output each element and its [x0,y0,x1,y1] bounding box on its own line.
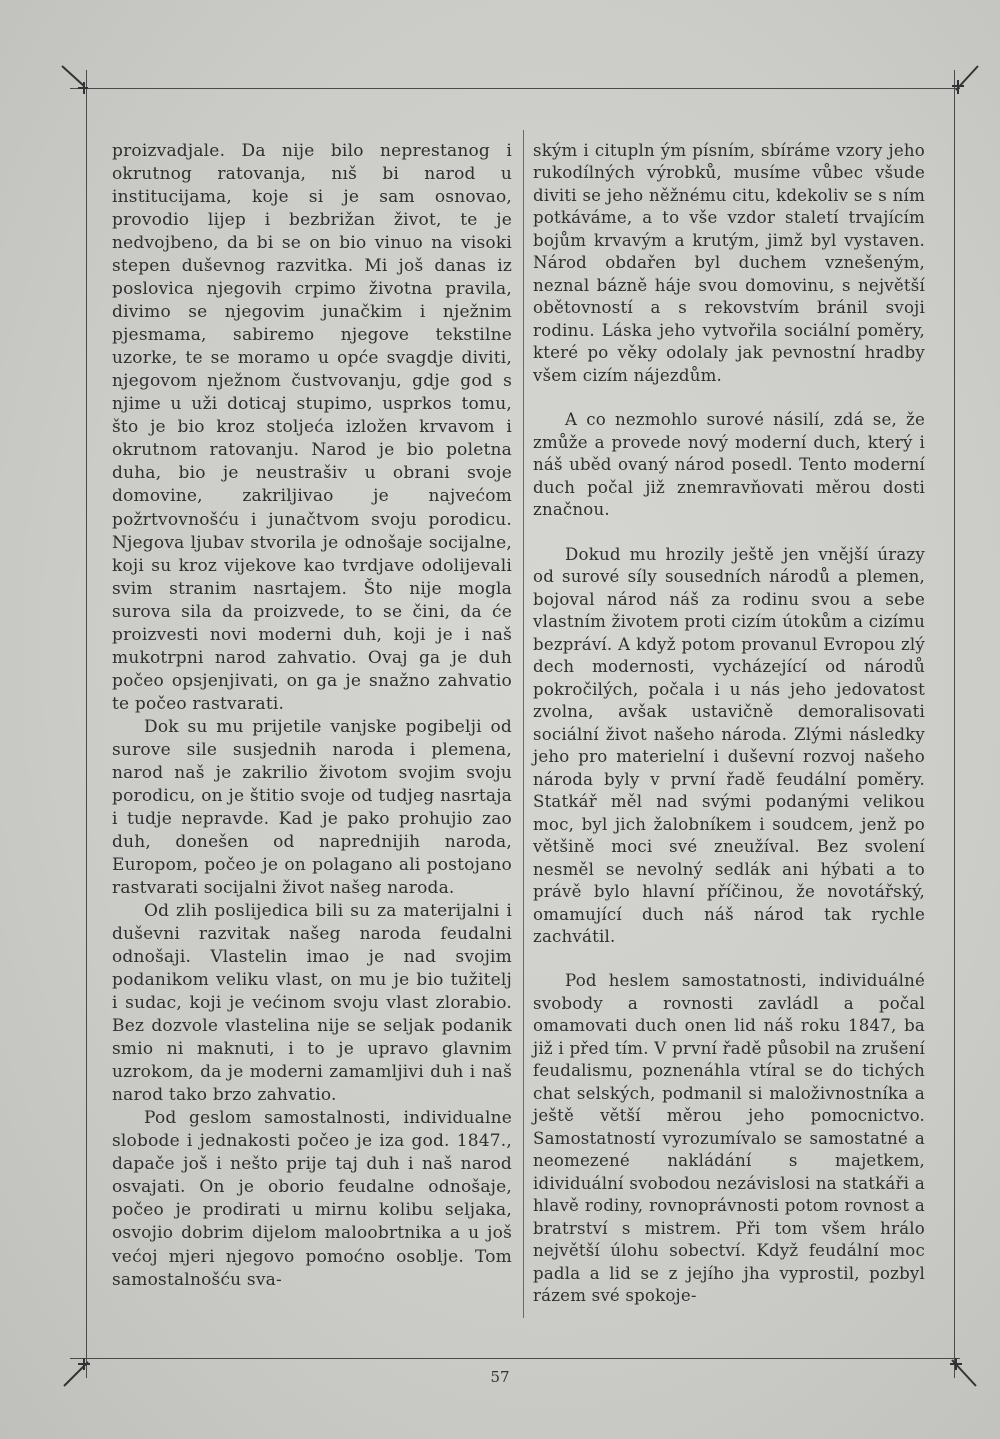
frame-left-line [86,70,87,1378]
right-paragraph-2: A co nezmohlo surové násilí, zdá se, že zmůže a provede nový moderní duch, který i náš uběd ovaný národ posedl. Tento moderní duch počal již znemravňovati měrou dosti značnou. [533,410,925,520]
right-paragraph-4: Pod heslem samostatnosti, individuálné svobody a rovnosti zavládl a počal omamovati duch onen lid náš roku 1847, ba již i před tím. V první řadě působil na zrušení feudalismu, poznenáhla vtíral se do tichých chat selských, podmanil si maloživnostníka a ještě větší měrou jeho pomocnictvo. Samostatností vyrozumívalo se samostatné a neomezené nakládání s majetkem, idividuální svobodou nezávislosi na statkáři a hlavě rodiny, rovnoprávnosti potom rovnost a bratrství s mistrem. Při tom všem hrálo největší úlohu sobectví. Když feudální moc padla a lid se z jejího jha vyprostil, pozbyl rázem své spokoje- [533,971,925,1306]
right-column [533,140,925,1308]
right-paragraph-1: ským i citupln ým písním, sbíráme vzory jeho rukodílných výrobků, musíme vůbec všude diviti se jeho něžnému citu, kdekoliv se s ním potkáváme, a to vše vzdor staletí trvajícím bojům krvavým a krutým, jimž byl vystaven. Národ obdařen byl duchem vznešeným, neznal bázně háje svou domovinu, s největší obětovností a s rekovstvím bránil svoji rodinu. Láska jeho vytvořila sociální poměry, které po věky odolaly jak pevnostní hradby všem cizím nájezdům. [533,141,925,385]
right-paragraph-3: Dokud mu hrozily ještě jen vnější úrazy od surové síly sousedních národů a plemen, bojoval národ náš za rodinu svou a sebe vlastním životem proti cizím útokům a cizímu bezpráví. A když potom provanul Evropou zlý dech modernosti, vycházející od národů pokročilých, počala i u nás jeho jedovatost zvolna, avšak ustavičně demoralisovati sociální život našeho národa. Zlými následky jeho pro materielní i duševní rozvoj našeho národa byly v první řadě feudální poměry. Statkář měl nad svými podanými velikou moc, byl jich žalobníkem i soudcem, jenž po většině moci své zneužíval. Bez svolení nesměl se nevolný sedlák ani hýbati a to právě bylo hlavní příčinou, že novotářský, omamující duch náš národ tak rychle zachvátil. [533,544,925,946]
left-paragraph-4: Pod geslom samostalnosti, individualne slobode i jednakosti počeo je iza god. 1847., dapače još i nešto prije taj duh i naš narod osvajati. On je oborio feudalne odnošaje, počeo je prodirati u mirnu kolibu seljaka, osvojio dobrim dijelom maloobrtnika a u još većoj mjeri njegovo pomoćno osoblje. Tom samostalnošću sva- [112,1108,512,1290]
corner-mark-top-left-icon [58,60,98,100]
left-paragraph-1: proizvadjale. Da nije bilo neprestanog i okrutnog ratovanja, nıš bi narod u institucijama, koje si je sam osnovao, provodio lijep i bezbrižan život, te je nedvojbeno, da bi se on bio vinuo na visoki stepen duševnog razvitka. Mi još danas iz poslovica njegovih crpimo životna pravila, divimo se njegovim junačkim i nježnim pjesmama, sabiremo njegove tekstilne uzorke, te se moramo u opće svagdje diviti, njegovom nježnom čustvovanju, gdje god s njime u uži doticaj stupimo, usprkos tomu, što je bio kroz stoljeća izložen krvavom i okrutnom ratovanju. Narod je bio poletna duha, bio je neustrašiv u obrani svoje domovine, zakriljivao je najvećom požrtvovnošću i junačtvom svoju porodicu. Njegova ljubav stvorila je odnošaje socijalne, koji su kroz vijekove kao tvrdjave odolijevali svim stranim nasrtajem. Što nije mogla surova sila da proizvede, to se čini, da će proizvesti novi moderni duh, koji je i naš mukotrpni narod zahvatio. Ovaj ga je duh počeo opsjenjivati, on ga je snažno zahvatio te počeo rastvarati. [112,141,512,714]
frame-right-line [954,70,955,1378]
frame-bottom-line [70,1358,960,1359]
frame-top-line [70,88,960,89]
column-divider [523,130,524,1318]
left-column [112,140,512,1292]
left-paragraph-3: Od zlih poslijedica bili su za materijalni i duševni razvitak našeg naroda feudalni odnošaji. Vlastelin imao je nad svojim podanikom veliku vlast, on mu je bio tužitelj i sudac, koji je većinom svoju vlast zlorabio. Bez dozvole vlastelina nije se seljak podanik smio ni maknuti, i to je upravo glavnim uzrokom, da je moderni zamamljivi duh i naš narod tako brzo zahvatio. [112,901,512,1106]
corner-mark-top-right-icon [944,60,984,100]
left-paragraph-2: Dok su mu prijetile vanjske pogibelji od surove sile susjednih naroda i plemena, narod naš je zakrilio životom svojim svoju porodicu, on je štitio svoje od tudjeg nasrtaja i tudje nepravde. Kad je pako prohujio zao duh, donešen od naprednijih naroda, Europom, počeo je on polagano ali postojano rastvarati socijalni život našeg naroda. [112,716,512,898]
page-number: 57 [490,1368,510,1386]
